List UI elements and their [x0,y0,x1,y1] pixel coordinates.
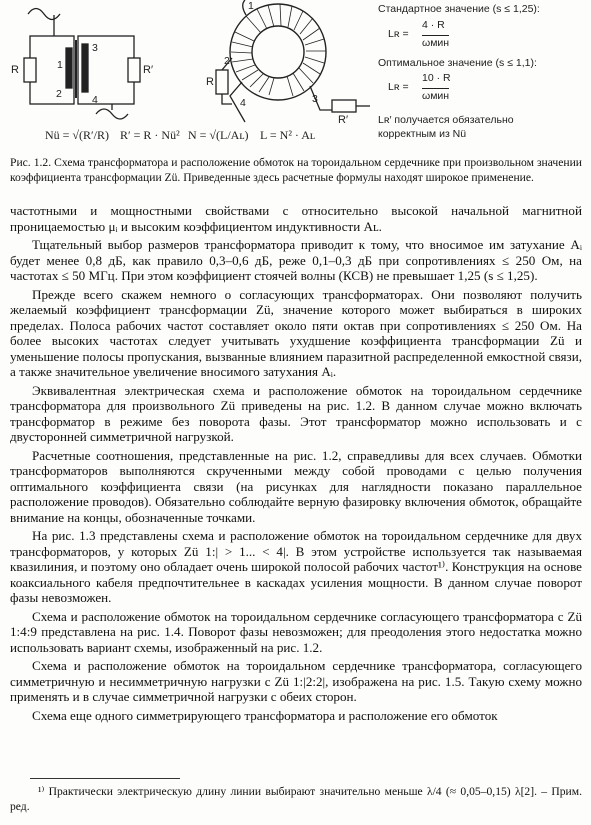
label-node-1: 1 [57,59,63,71]
paragraph: На рис. 1.3 представлены схема и расположение обмоток на тороидальном сердечнике для двух трансформаторов, у которых Zü 1:| > 1... < 4|. В этом устройстве используется так называемая квазилиния, и поэтому оно обладает очень широкой полосой рабочих частот¹⁾. Конструкция на основе коаксиального кабеля предпочтительнее в каскадах усиления мощности. В данном случае поворот фазы невозможен. [10,528,582,605]
primary-winding [66,48,72,88]
label-r: R [11,64,19,76]
standard-den: ωмин [422,37,450,49]
optimal-num: 10 · R [422,72,451,84]
standard-lhs: Lʀ = [388,28,409,40]
paragraph: Прежде всего скажем немного о согласующих трансформаторах. Они позволяют получить желаемый коэффициент трансформации Zü, значение которого может выбираться в широких пределах. Полоса рабочих частот составляет около пяти октав при сопротивлениях ≤ 250 Ом. На более высоких частотах следует учитывать ухудшение коэффициента трансформации Zü и уменьшение полосы пропускания, вызванные влиянием паразитной распределенной емкостной связи, а также значительное увеличение вносимого затухания Aᵢ. [10,286,582,379]
toroid-label-3: 3 [312,93,318,105]
input-wave-icon [28,9,60,20]
paragraph: Эквивалентная электрическая схема и расположение обмоток на тороидальном сердечнике трансформатора для произвольного Zü приведены на рис. 1.2. В данном случае можно включать трансформатор в режиме без поворота фазы. Этот трансформатор можно использовать и с двусторонней симметричной нагрузкой. [10,382,582,444]
optimal-lhs: Lʀ = [388,81,409,93]
paragraph: Схема и расположение обмоток на тороидальном сердечнике согласующего трансформатора с Zü 1:4:9 представлена на рис. 1.4. Поворот фазы невозможен; для преодоления этого недостатка можно использовать вариант схемы, изображенный на рис. 1.2. [10,608,582,655]
toroid-inner [252,26,304,78]
resistor-r [24,58,36,82]
optimal-den: ωмин [422,90,450,102]
paragraph: Тщательный выбор размеров трансформатора приводит к тому, что вносимое им затухание Aᵢ будет менее 0,8 дБ, как правило 0,3–0,6 дБ, реже 0,1–0,3 дБ при сопротивлениях ≤ 250 Ом, на частотах ≤ 50 МГц. При этом коэффициент стоячей волны (КСВ) не превышает 1,25 (s ≤ 1,25). [10,237,582,283]
toroid-outer [230,4,326,100]
output-wave-icon [96,109,128,119]
paragraph: Схема еще одного симметрирующего трансформатора и расположение его обмоток [32,707,498,723]
footnote-rule [30,778,180,779]
paragraph: частотными и мощностными свойствами с относительно высокой начальной магнитной проницаемостью μᵢ и высоким коэффициентом индуктивности Aʟ. [10,203,582,234]
secondary-winding [82,44,88,92]
label-rprime: R′ [143,64,154,76]
figure-caption: Рис. 1.2. Схема трансформатора и расположение обмоток на тороидальном сердечнике при произвольном значении коэффициента трансформации Zü. Приведенные здесь расчетные формулы находят широкое применение. [10,156,582,184]
resistor-rprime [128,58,140,82]
formula-rprime: R′ = R · Nü² [120,128,180,142]
optimal-title: Оптимальное значение (s ≤ 1,1): [378,57,537,69]
toroid-label-r: R [206,76,214,88]
footnote: ¹⁾ Практически электрическую длину линии выбирают значительно меньше λ/4 (≈ 0,05–0,15) λ[2]. – Прим. ред. [10,785,582,813]
standard-title: Стандартное значение (s ≤ 1,25): [378,3,540,15]
note-line-1: Lʀ′ получается обязательно [378,114,514,126]
label-node-2: 2 [56,88,62,100]
standard-num: 4 · R [422,19,445,31]
toroid-label-4: 4 [240,97,246,109]
figure-1-2 [10,0,585,152]
lead-1 [243,0,246,15]
note-line-2: корректным из Nü [378,128,467,140]
formula-l: L = N² · Aʟ [260,128,316,142]
toroid-label-2: 2 [224,55,230,67]
label-node-4: 4 [92,94,98,106]
paragraph: Схема и расположение обмоток на тороидальном сердечнике трансформатора, согласующего симметричную и несимметричную нагрузки с Zü 1:|2:2|, изображена на рис. 1.5. Такую схему можно применять и в случае симметричной нагрузки с обеих сторон. [10,658,582,704]
formula-n: N = √(L/Aʟ) [188,128,249,142]
paragraph: Расчетные соотношения, представленные на рис. 1.2, справедливы для всех случаев. Обмотки трансформаторов выполняются скрученными между собой проводами с целью получения оптимального коэффициента связи (на рисунках для наглядности показано параллельное расположение проводов). Обязательно соблюдайте верную фазировку включения обмоток, обращайте внимание на концы, обозначенные точками. [10,447,582,525]
body-text [10,203,582,726]
toroid-label-1: 1 [248,0,254,12]
toroid-label-rprime: R′ [338,114,349,126]
formula-nu: Nü = √(R′/R) [45,128,109,142]
label-node-3: 3 [92,42,98,54]
